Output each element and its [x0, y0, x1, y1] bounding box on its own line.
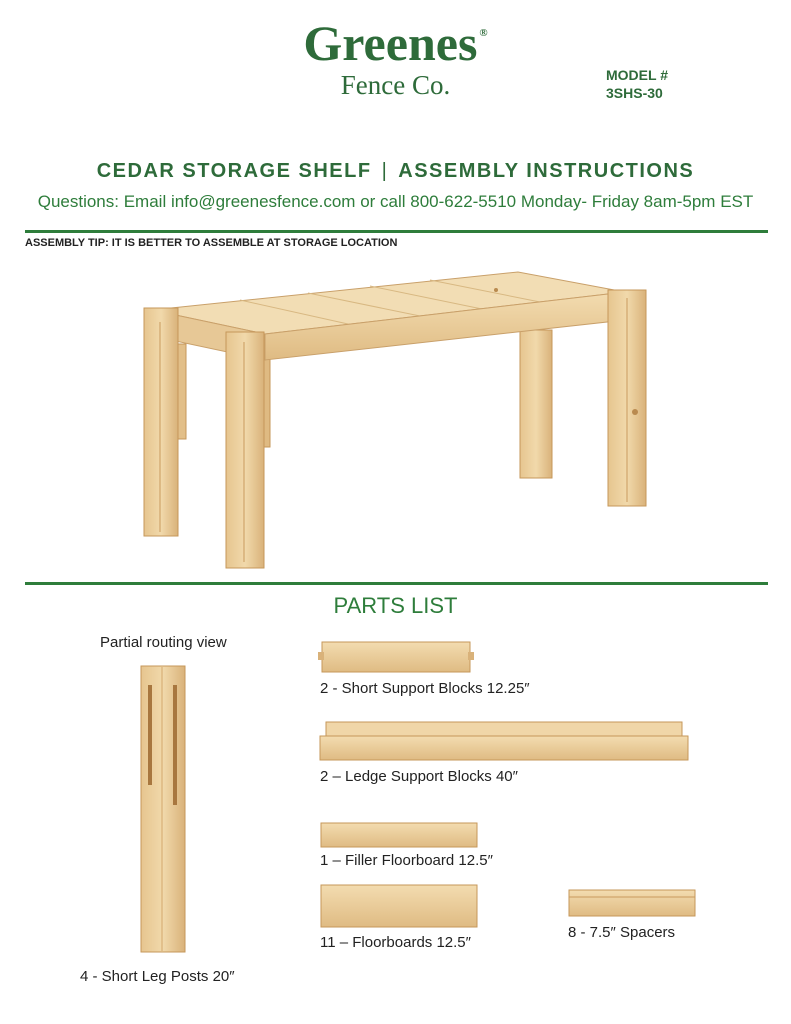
- assembly-tip: ASSEMBLY TIP: IT IS BETTER TO ASSEMBLE AT STORAGE LOCATION: [25, 237, 398, 249]
- part-label: 8 - 7.5″ Spacers: [568, 924, 676, 941]
- filler-floorboard-image: [320, 822, 478, 848]
- model-block: [606, 66, 668, 102]
- floorboard-image: [320, 884, 478, 928]
- parts-list-title: PARTS LIST: [333, 593, 458, 618]
- brand-subtitle: Fence Co.: [340, 70, 451, 100]
- part-label: 2 – Ledge Support Blocks 40″: [320, 768, 518, 785]
- product-name: CEDAR STORAGE SHELF: [96, 160, 372, 182]
- spacer-image: [568, 889, 696, 917]
- model-number: 3SHS-30: [606, 85, 663, 101]
- model-label: MODEL #: [606, 67, 668, 83]
- part-label: 1 – Filler Floorboard 12.5″: [320, 852, 493, 869]
- short-support-block-image: [318, 640, 474, 674]
- section-name: ASSEMBLY INSTRUCTIONS: [398, 160, 695, 182]
- part-label: 4 - Short Leg Posts 20″: [80, 968, 235, 985]
- title-separator: |: [381, 160, 389, 182]
- top-divider: [25, 230, 768, 233]
- routing-caption: Partial routing view: [100, 634, 227, 651]
- part-label: 11 – Floorboards 12.5″: [320, 934, 471, 951]
- ledge-support-block-image: [318, 720, 690, 764]
- middle-divider: [25, 582, 768, 585]
- part-label: 2 - Short Support Blocks 12.25″: [320, 680, 530, 697]
- brand-name: Greenes ®: [303, 15, 488, 71]
- contact-line: Questions: Email info@greenesfence.com or call 800-622-5510 Monday- Friday 8am-5pm EST: [37, 192, 754, 211]
- assembled-shelf-image: [130, 262, 660, 572]
- short-leg-post-image: [140, 665, 186, 955]
- page-title: [0, 160, 791, 183]
- brand-logo: [0, 15, 791, 100]
